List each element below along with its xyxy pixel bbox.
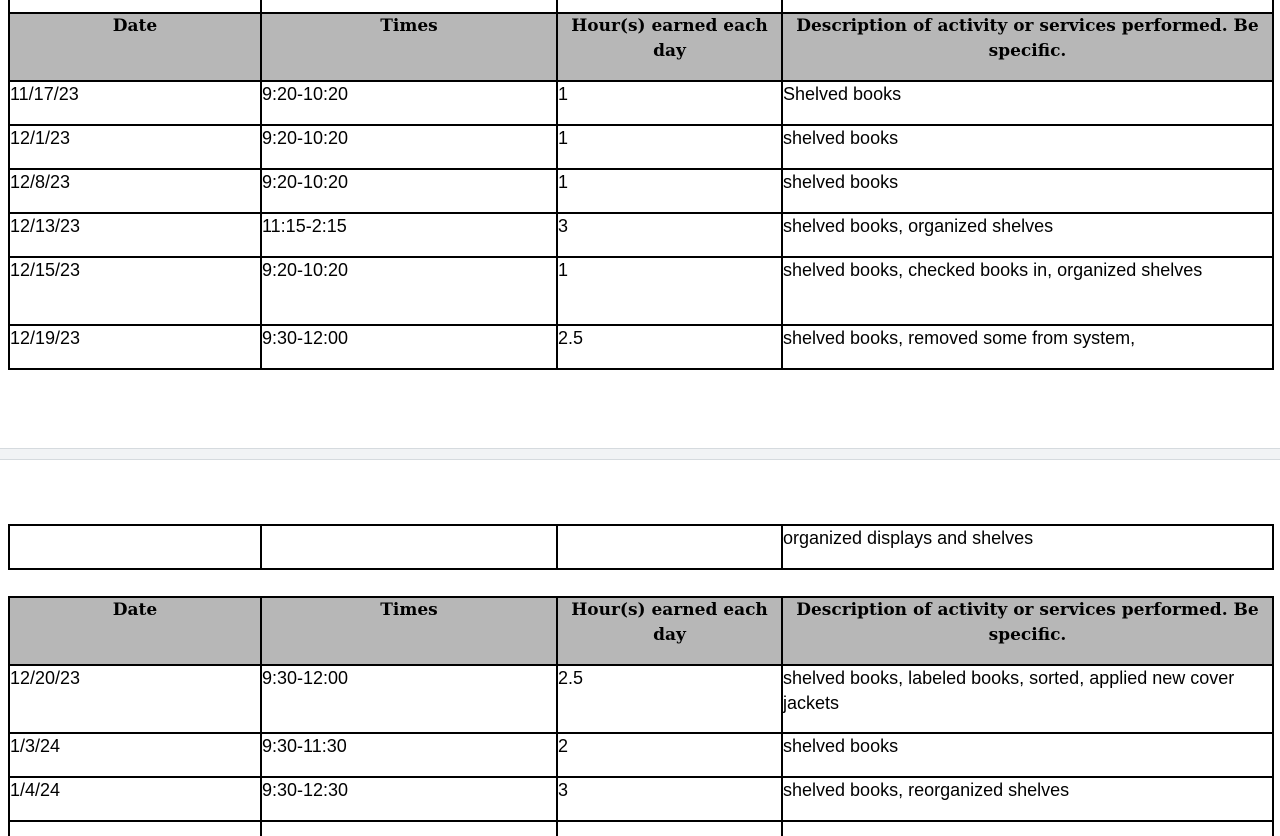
cell-hours: [557, 525, 782, 569]
header-description: Description of activity or services performed. Be specific.: [782, 597, 1273, 665]
cell-hours: 3: [557, 213, 782, 257]
cell-hours: 2.5: [557, 325, 782, 369]
cell-date: 1/4/24: [9, 777, 261, 821]
cell-description: shelved books, organized shelves: [782, 213, 1273, 257]
cell-hours: 2.5: [557, 665, 782, 733]
header-hours: Hour(s) earned each day: [557, 597, 782, 665]
cell-hours: 3: [557, 777, 782, 821]
previous-table-edge: [9, 0, 1273, 13]
table-row: [9, 81, 1273, 125]
table-row: [9, 257, 1273, 325]
cell-times: [261, 525, 557, 569]
header-hours: Hour(s) earned each day: [557, 13, 782, 81]
cell-hours: 2: [557, 733, 782, 777]
cell-times: 9:20-10:20: [261, 81, 557, 125]
cell-description: Shelved books: [782, 81, 1273, 125]
cell-description: shelved books: [782, 125, 1273, 169]
table-header-row: [9, 597, 1273, 665]
cell-times: 9:30-12:00: [261, 325, 557, 369]
cell-description: shelved books: [782, 169, 1273, 213]
cell-date: 11/17/23: [9, 81, 261, 125]
cell-times: 9:30-11:30: [261, 733, 557, 777]
cell-date: 12/13/23: [9, 213, 261, 257]
continued-row-table: [8, 524, 1274, 570]
cell-hours: 1: [557, 81, 782, 125]
page-break: [0, 448, 1280, 460]
table-row: [9, 777, 1273, 821]
header-date: Date: [9, 13, 261, 81]
table-row: [9, 733, 1273, 777]
table-row: [9, 665, 1273, 733]
cell-date: 12/1/23: [9, 125, 261, 169]
table-row: [9, 125, 1273, 169]
table-header-row: [9, 13, 1273, 81]
cell-times: 9:20-10:20: [261, 257, 557, 325]
cell-date: 1/3/24: [9, 733, 261, 777]
cell-times: 9:30-12:30: [261, 777, 557, 821]
cell-hours: 1: [557, 169, 782, 213]
cell-times: 9:30-12:00: [261, 665, 557, 733]
cell-date: 12/20/23: [9, 665, 261, 733]
volunteer-log-table-2: [8, 596, 1274, 836]
table-row: [9, 169, 1273, 213]
header-times: Times: [261, 13, 557, 81]
cell-hours: 1: [557, 257, 782, 325]
cell-description: shelved books, labeled books, sorted, applied new cover jackets: [782, 665, 1273, 733]
table-row: [9, 325, 1273, 369]
cell-hours: 1: [557, 125, 782, 169]
cell-description: shelved books, removed some from system,: [782, 325, 1273, 369]
cell-description: organized displays and shelves: [782, 525, 1273, 569]
cell-times: 9:20-10:20: [261, 169, 557, 213]
cell-date: 12/8/23: [9, 169, 261, 213]
cell-description: shelved books, reorganized shelves: [782, 777, 1273, 821]
table-row: [9, 525, 1273, 569]
header-date: Date: [9, 597, 261, 665]
table-row: [9, 821, 1273, 836]
header-description: Description of activity or services performed. Be specific.: [782, 13, 1273, 81]
cell-times: 9:20-10:20: [261, 125, 557, 169]
cell-times: 11:15-2:15: [261, 213, 557, 257]
header-times: Times: [261, 597, 557, 665]
cell-date: [9, 525, 261, 569]
cell-description: shelved books: [782, 733, 1273, 777]
cell-description: shelved books, checked books in, organized shelves: [782, 257, 1273, 325]
table-row: [9, 213, 1273, 257]
cell-date: 12/15/23: [9, 257, 261, 325]
cell-date: 12/19/23: [9, 325, 261, 369]
volunteer-log-table: [8, 0, 1274, 370]
